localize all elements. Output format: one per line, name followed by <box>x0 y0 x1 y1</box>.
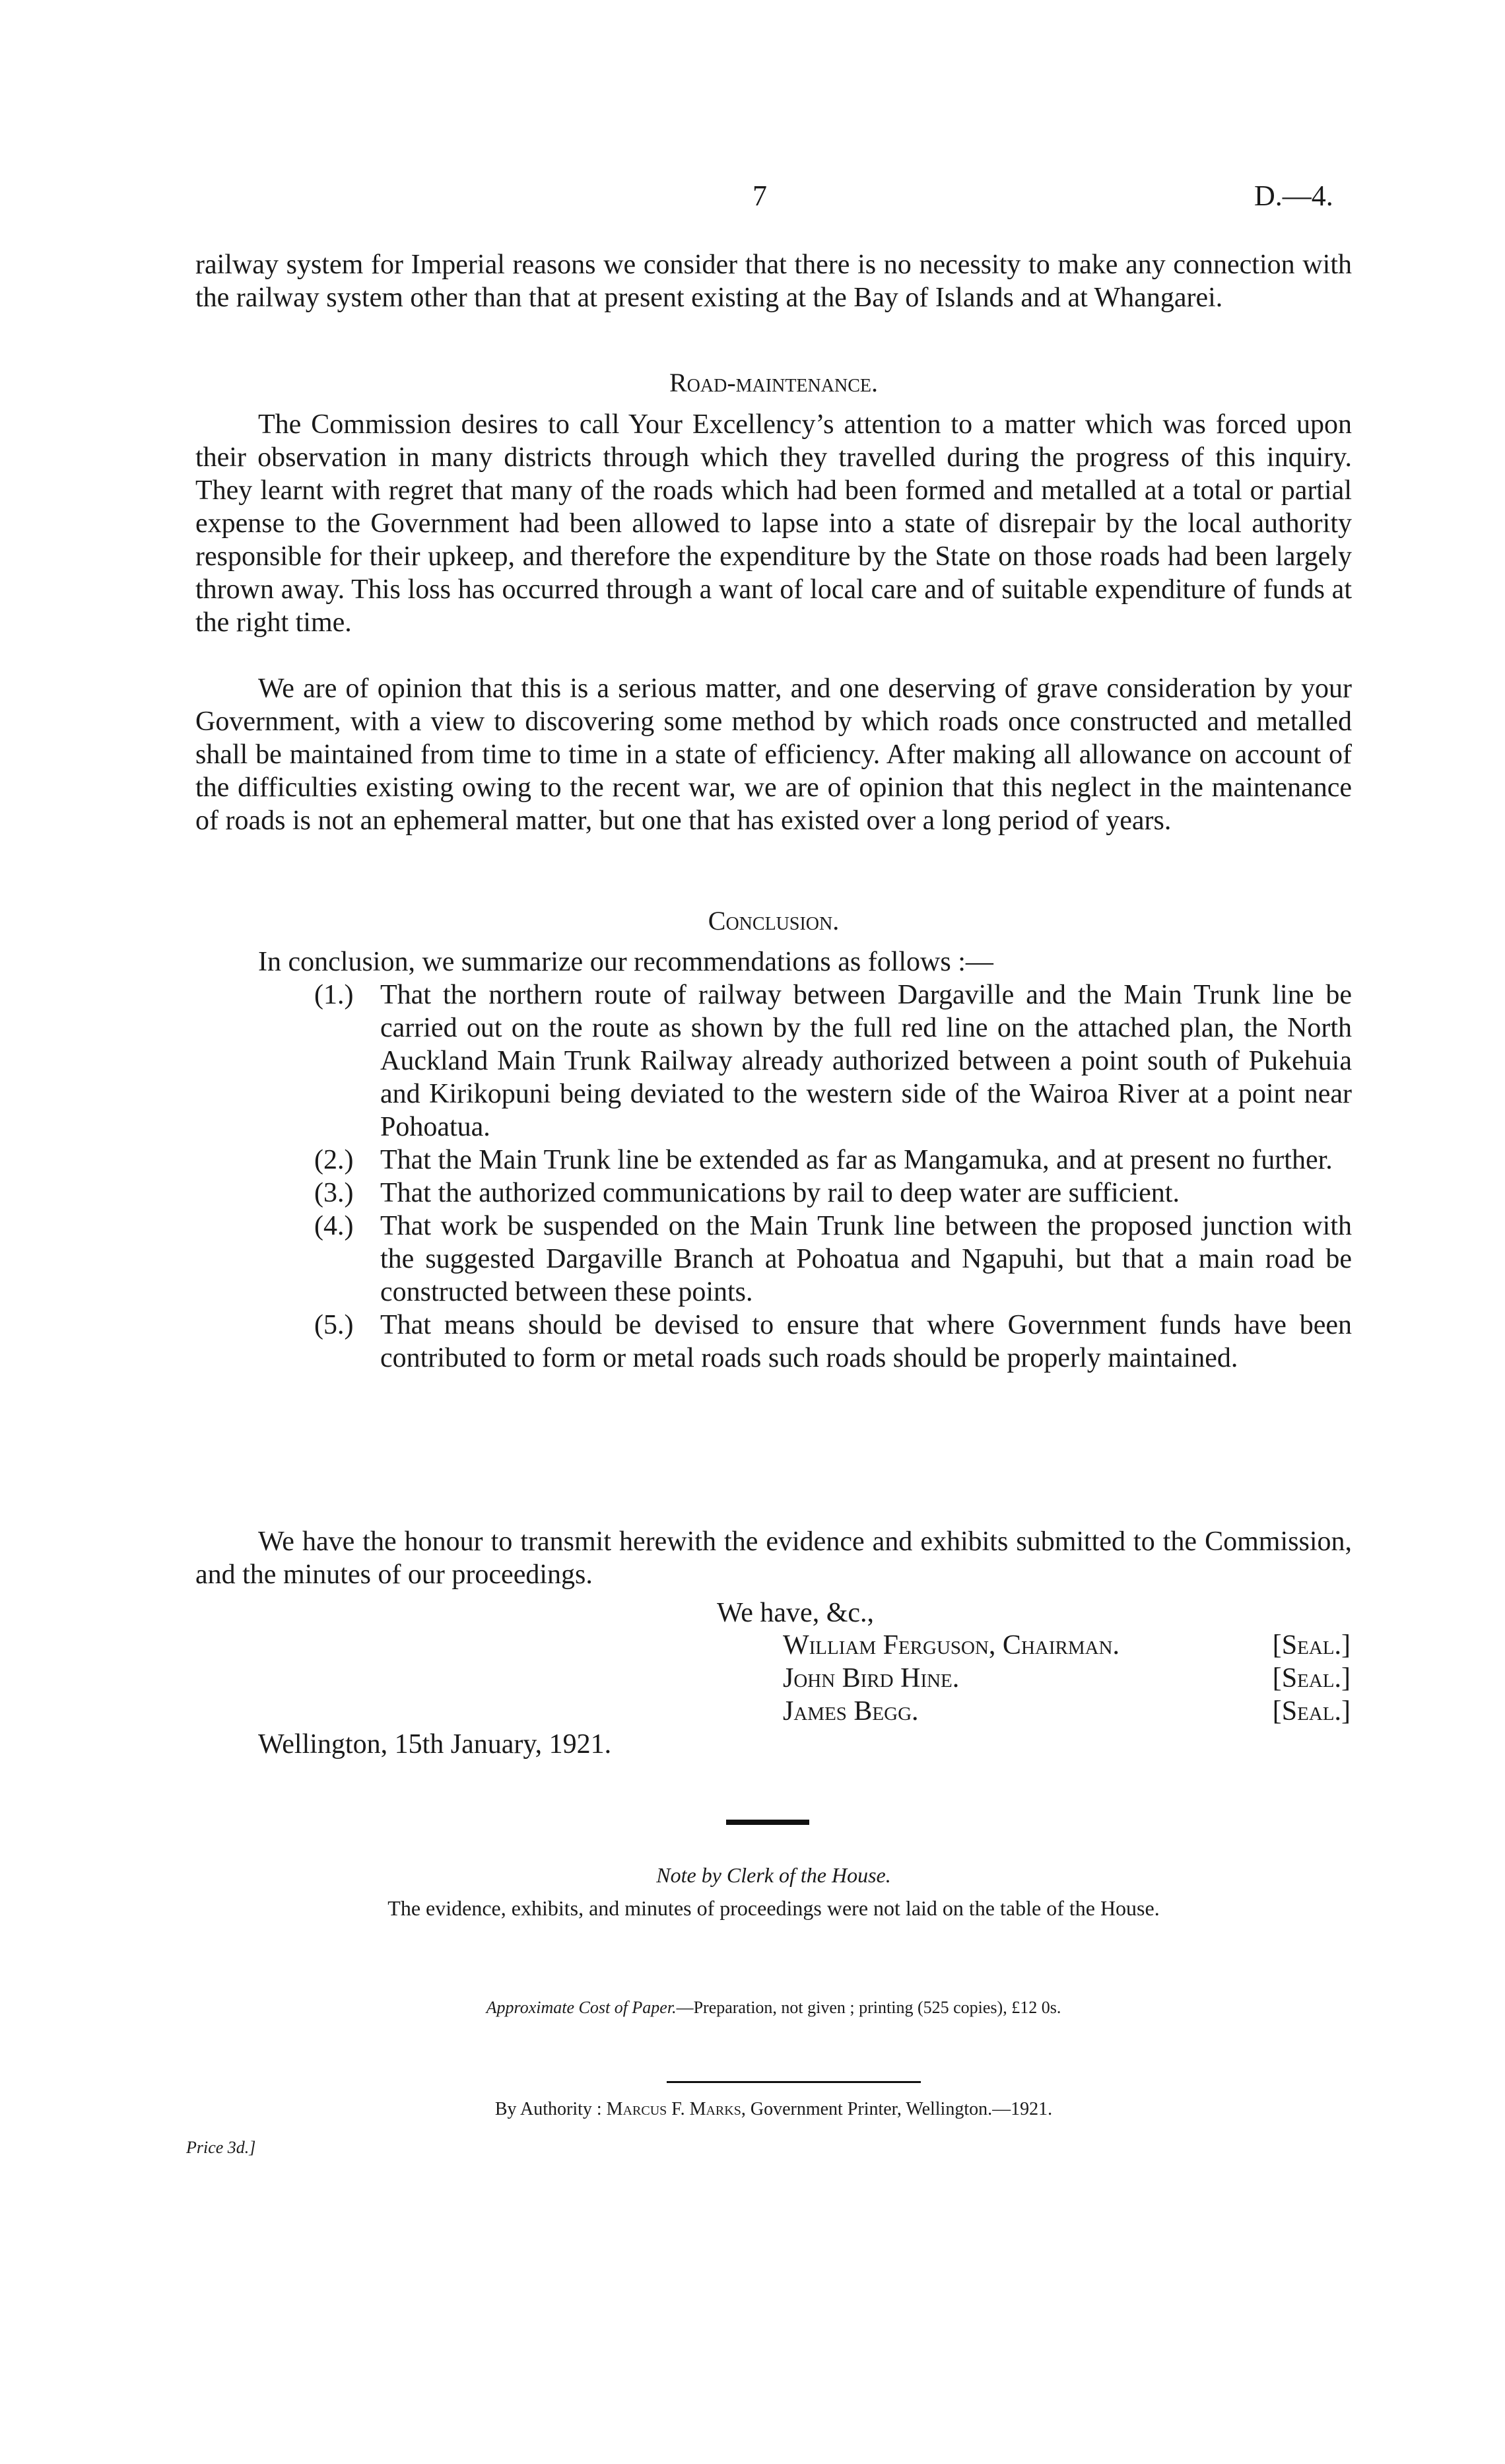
recommendation-item <box>314 1309 1352 1375</box>
recommendation-text: That the northern route of railway between Dargaville and the Main Trunk line be carried out on the route as shown by the full red line on the attached plan, the North Auckland Main Trunk Railway already authorized between a point south of Pukehuia and Kirikopuni being deviated to the western side of the Wairoa River at a point near Pohoatua. <box>380 980 1352 1142</box>
signer-name: James Begg. <box>783 1696 919 1727</box>
salutation: We have, &c., <box>717 1598 875 1628</box>
note-text: The evidence, exhibits, and minutes of proceedings were not laid on the table of the House. <box>387 1896 1160 1920</box>
section-divider <box>726 1820 809 1825</box>
recommendation-text: That work be suspended on the Main Trunk line between the proposed junction with the suggested Dargaville Branch at Pohoatua and Ngapuhi, but that a main road be constructed between these points. <box>380 1211 1352 1307</box>
place-and-date: Wellington, 15th January, 1921. <box>258 1729 612 1760</box>
signature-block <box>783 1629 1351 1728</box>
section-heading-road-maintenance: Road-maintenance. <box>669 368 878 397</box>
recommendation-item <box>314 1210 1352 1309</box>
signer-name: John Bird Hine. <box>783 1663 960 1694</box>
recommendation-number: (1.) <box>314 980 354 1010</box>
imprint-divider <box>667 2081 921 2083</box>
recommendation-item <box>314 1144 1352 1177</box>
imprint-printer: Marcus F. Marks <box>606 2099 741 2119</box>
recommendation-item <box>314 1177 1352 1210</box>
document-reference: D.—4. <box>1254 180 1333 212</box>
recommendation-item <box>314 978 1352 1144</box>
recommendation-number: (5.) <box>314 1310 354 1340</box>
recommendation-text: That means should be devised to ensure that where Government funds have been contributed to form or metal roads such roads should be properly maintained. <box>380 1310 1352 1373</box>
note-title: Note by Clerk of the House. <box>656 1863 891 1887</box>
transmit-paragraph: We have the honour to transmit herewith the evidence and exhibits submitted to the Commission, and the minutes of our proceedings. <box>195 1526 1352 1590</box>
seal-label: [Seal.] <box>1272 1630 1351 1660</box>
signature-row <box>783 1629 1351 1662</box>
signature-row <box>783 1695 1351 1728</box>
page-number: 7 <box>752 180 767 212</box>
recommendation-number: (2.) <box>314 1145 354 1175</box>
imprint-prefix: By Authority : <box>494 2099 602 2119</box>
seal-label: [Seal.] <box>1272 1696 1351 1727</box>
recommendation-number: (3.) <box>314 1178 354 1208</box>
section-heading-conclusion: Conclusion. <box>708 906 840 936</box>
recommendation-text: That the authorized communications by rail to deep water are sufficient. <box>380 1178 1180 1208</box>
signer-name: William Ferguson, Chairman. <box>783 1630 1120 1660</box>
seal-label: [Seal.] <box>1272 1663 1351 1694</box>
recommendation-number: (4.) <box>314 1211 354 1241</box>
cost-of-paper <box>195 1997 1352 2019</box>
road-maintenance-paragraph-1: The Commission desires to call Your Excellency’s attention to a matter which was forced upon their observation in many districts through which they travelled during the progress of this inquiry. They learnt with regret that many of the roads which had been formed and metalled at a total or partial expense to the Government had been allowed to lapse into a state of disrepair by the local authority responsible for their upkeep, and therefore the expenditure by the State on those roads had been largely thrown away. This loss has occurred through a want of local care and of suitable expenditure of funds at the right time. <box>195 409 1352 638</box>
recommendations-list <box>314 978 1352 1375</box>
conclusion-lead: In conclusion, we summarize our recommendations as follows :— <box>258 947 993 977</box>
imprint <box>195 2098 1352 2121</box>
price-label: Price 3d.] <box>186 2138 256 2157</box>
cost-text: —Preparation, not given ; printing (525 copies), £12 0s. <box>676 1998 1061 2017</box>
intro-paragraph: railway system for Imperial reasons we consider that there is no necessity to make any connection with the railway system other than that at present existing at the Bay of Islands and at Whangarei. <box>195 250 1352 313</box>
recommendation-text: That the Main Trunk line be extended as far as Mangamuka, and at present no further. <box>380 1145 1333 1175</box>
road-maintenance-paragraph-2: We are of opinion that this is a serious matter, and one deserving of grave consideration by your Government, with a view to discovering some method by which roads once constructed and metalled shall be maintained from time to time in a state of efficiency. After making all allowance on account of the difficulties existing owing to the recent war, we are of opinion that this neglect in the maintenance of roads is not an ephemeral matter, but one that has existed over a long period of years. <box>195 673 1352 836</box>
signature-row <box>783 1662 1351 1695</box>
imprint-suffix: , Government Printer, Wellington.—1921. <box>741 2099 1053 2119</box>
cost-label: Approximate Cost of Paper. <box>486 1998 677 2017</box>
